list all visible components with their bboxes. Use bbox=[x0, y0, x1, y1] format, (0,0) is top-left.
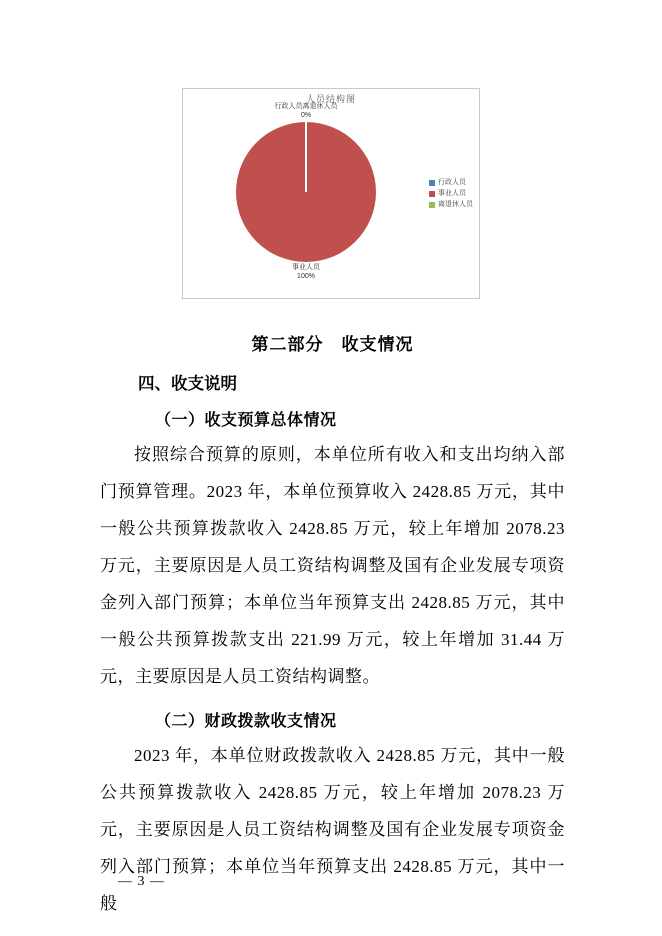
legend-label-institution: 事业人员 bbox=[438, 190, 466, 197]
pie-main-slice-label-value: 100% bbox=[297, 273, 315, 280]
legend-label-admin: 行政人员 bbox=[438, 179, 466, 186]
pie-zero-slice-label-value: 0% bbox=[300, 112, 312, 119]
subsection-heading-2: （二）财政拨款收支情况 bbox=[155, 713, 337, 730]
paragraph-fiscal-appropriation: 2023 年，本单位财政拨款收入 2428.85 万元，其中一般公共预算拨款收入 2428.85 万元，较上年增加 2078.23 万元，主要原因是人员工资结构调整及国有企业发展专项资金列入部门预算；本单位当年预算支出 2428.85 万元，其中一般 bbox=[100, 746, 565, 913]
pie-main-slice-label-name: 事业人员 bbox=[292, 264, 320, 271]
pie-zero-slice-labels bbox=[236, 102, 376, 120]
paragraph-budget-overview: 按照综合预算的原则，本单位所有收入和支出均纳入部门预算管理。2023 年，本单位预算收入 2428.85 万元，其中一般公共预算拨款收入 2428.85 万元，较上年增加 2078.23 万元，主要原因是人员工资结构调整及国有企业发展专项资金列入部门预算；本单位当年预算支出 2428.85 万元，其中一般公共预算拨款支出 221.99 万元，较上年增加 31.44 万元，主要原因是人员工资结构调整。 bbox=[100, 445, 565, 686]
page-number: — 3 — bbox=[118, 874, 165, 889]
legend-item bbox=[429, 199, 473, 210]
chart-legend bbox=[429, 177, 473, 210]
legend-label-retired: 离退休人员 bbox=[438, 201, 473, 208]
part-heading: 第二部分 收支情况 bbox=[251, 335, 414, 354]
page-content bbox=[0, 88, 662, 922]
legend-swatch-retired bbox=[429, 202, 435, 208]
section-heading: 四、收支说明 bbox=[138, 375, 237, 393]
legend-item bbox=[429, 177, 473, 188]
pie-zero-slice-label-names: 行政人员离退休人员 bbox=[274, 103, 338, 110]
personnel-structure-chart bbox=[182, 88, 480, 299]
legend-swatch-admin bbox=[429, 180, 435, 186]
subsection-heading-1: （一）收支预算总体情况 bbox=[155, 412, 337, 429]
legend-item bbox=[429, 188, 473, 199]
pie-main-slice-label bbox=[246, 263, 366, 281]
pie-slice-divider bbox=[305, 122, 307, 192]
chart-title: 人员结构图 bbox=[305, 94, 356, 104]
legend-swatch-institution bbox=[429, 191, 435, 197]
